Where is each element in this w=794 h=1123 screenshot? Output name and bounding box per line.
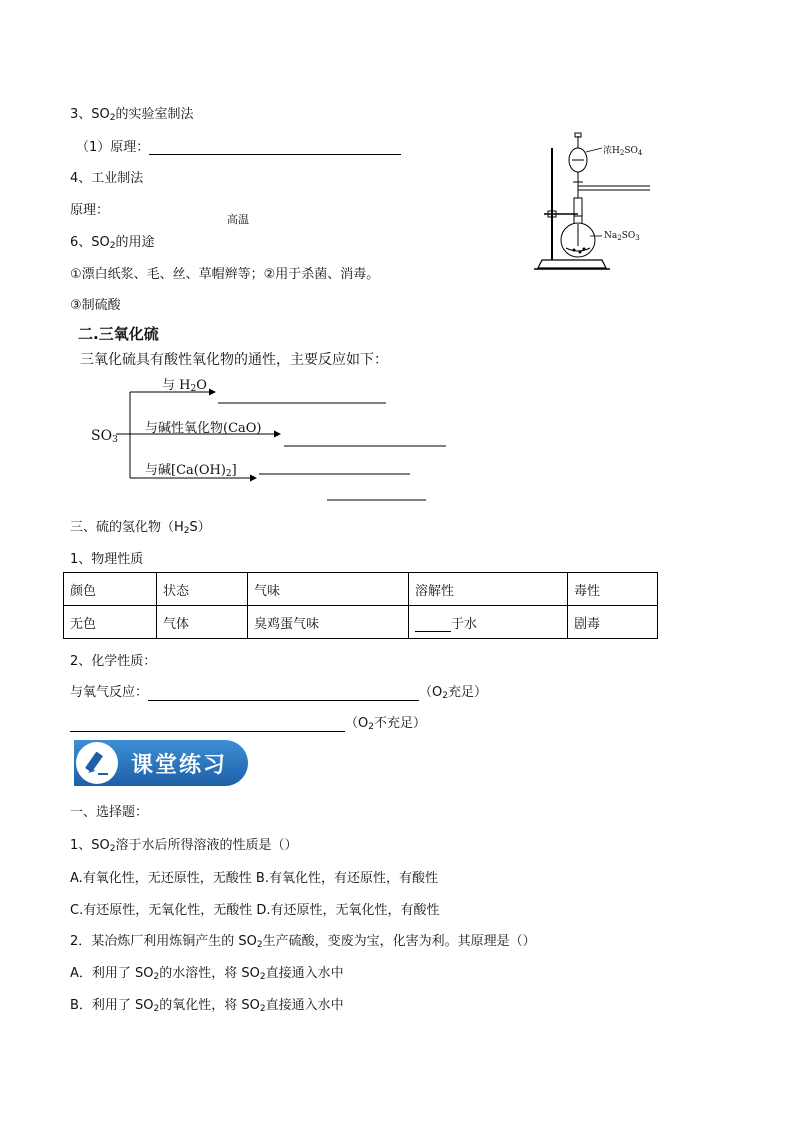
table-header-row xyxy=(64,573,658,606)
table-row xyxy=(64,606,658,639)
oxygen-reaction-line: 与氧气反应： （$O_2$充足） xyxy=(70,685,487,701)
question-2-option-a: A．利用了 $SO_2$的水溶性，将 $SO_2$直接通入水中 xyxy=(70,966,344,982)
uses-line-2: ③制硫酸 xyxy=(70,298,121,313)
table-cell: 气味 xyxy=(248,573,409,606)
industrial-principle-label: 原理： xyxy=(70,203,110,218)
so3-heading: 二.三氧化硫 xyxy=(78,325,159,343)
section6-title: 6、$SO_2$的用途 xyxy=(70,235,155,251)
oxygen-insufficient-line: （$O_2$不充足） xyxy=(70,712,426,732)
table-cell: 臭鸡蛋气味 xyxy=(248,606,409,639)
question-2-option-b: B．利用了 $SO_2$的氧化性，将 $SO_2$直接通入水中 xyxy=(70,998,344,1014)
question-1: 1、$SO_2$溶于水后所得溶液的性质是（） xyxy=(70,838,298,854)
so3-formula: $SO_3$ xyxy=(91,428,118,445)
table-cell-solubility: 于水 xyxy=(409,606,568,639)
answer-blank[interactable] xyxy=(70,731,345,732)
section3-title: 3、$SO_2$的实验室制法 xyxy=(70,107,194,123)
branch-basic-oxide: 与碱性氧化物(CaO) xyxy=(145,421,262,436)
table-cell: 溶解性 xyxy=(409,573,568,606)
table-cell: 毒性 xyxy=(568,573,658,606)
table-cell: 状态 xyxy=(157,573,248,606)
branch-base: 与碱$[Ca(OH)_2]$ xyxy=(145,463,237,479)
so3-reaction-diagram xyxy=(88,370,458,510)
section4-title: 4、工业制法 xyxy=(70,171,144,186)
table-cell: 剧毒 xyxy=(568,606,658,639)
pencil-icon xyxy=(82,748,112,782)
answer-blank[interactable] xyxy=(415,631,451,632)
so3-intro: 三氧化硫具有酸性氧化物的通性，主要反应如下： xyxy=(80,352,388,368)
question-2: 2．某冶炼厂利用炼铜产生的 $SO_2$生产硫酸，变废为宝，化害为利。其原理是（） xyxy=(70,934,536,950)
table-cell: 无色 xyxy=(64,606,157,639)
chemical-properties-title: 2、化学性质： xyxy=(70,654,157,669)
answer-blank[interactable] xyxy=(149,154,401,155)
physical-properties-table xyxy=(63,572,658,639)
lab-principle-line: （1）原理： xyxy=(76,136,401,155)
answer-blank[interactable] xyxy=(148,700,419,701)
branch-water: 与 $H_2O$ xyxy=(162,378,207,394)
question-1-options-cd: C.有还原性，无氧化性，无酸性 D.有还原性，无氧化性，有酸性 xyxy=(70,903,440,918)
h2s-heading: 三、硫的氢化物$(H_2S)$ xyxy=(70,520,211,536)
exercise-section-title: 一、选择题： xyxy=(70,805,149,820)
table-cell: 颜色 xyxy=(64,573,157,606)
conc-h2so4-label: 浓$H_2SO_4$ xyxy=(603,146,643,157)
banner-label: 课堂练习 xyxy=(131,753,228,778)
physical-properties-title: 1、物理性质 xyxy=(70,552,144,567)
question-1-options-ab: A.有氧化性，无还原性，无酸性 B.有氧化性，有还原性，有酸性 xyxy=(70,871,438,886)
reaction-condition: 高温 xyxy=(227,213,249,226)
uses-line-1: ①漂白纸浆、毛、丝、草帽辫等；②用于杀菌、消毒。 xyxy=(70,267,380,282)
na2so3-label: $Na_2SO_3$ xyxy=(604,231,640,242)
table-cell: 气体 xyxy=(157,606,248,639)
